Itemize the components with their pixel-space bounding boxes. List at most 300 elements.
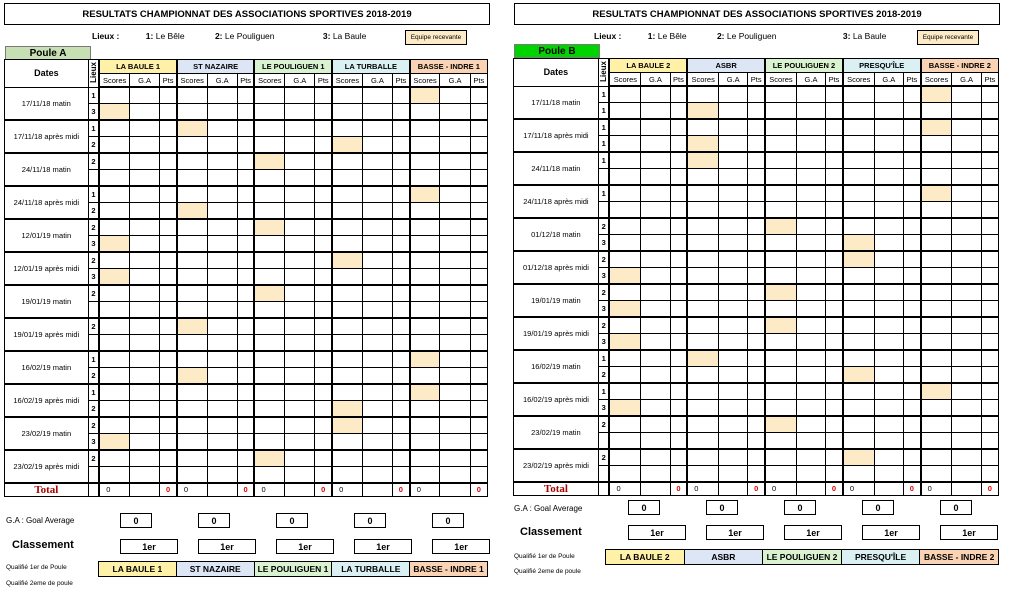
ga-cell[interactable]: [952, 168, 981, 185]
pts-cell[interactable]: [981, 168, 998, 185]
pts-cell[interactable]: [470, 186, 487, 203]
score-cell[interactable]: [687, 333, 718, 350]
pts-cell[interactable]: [903, 366, 920, 383]
pts-cell[interactable]: [393, 87, 410, 103]
pts-cell[interactable]: [160, 351, 177, 368]
ga-cell[interactable]: [129, 235, 159, 252]
score-cell[interactable]: [687, 383, 718, 400]
score-cell[interactable]: [410, 103, 440, 120]
pts-cell[interactable]: [670, 465, 687, 482]
ga-cell[interactable]: [207, 268, 237, 285]
score-cell[interactable]: [332, 417, 362, 434]
poule-a-tab[interactable]: [5, 46, 91, 60]
ga-cell[interactable]: [129, 450, 159, 467]
ga-cell[interactable]: [796, 317, 825, 334]
ga-cell[interactable]: [796, 185, 825, 202]
score-cell[interactable]: [410, 120, 440, 137]
ga-cell[interactable]: [641, 135, 670, 152]
pts-cell[interactable]: [670, 251, 687, 268]
ga-cell[interactable]: [641, 465, 670, 482]
pts-cell[interactable]: [903, 135, 920, 152]
score-cell[interactable]: [687, 135, 718, 152]
score-cell[interactable]: [609, 168, 640, 185]
pts-cell[interactable]: [981, 465, 998, 482]
pts-cell[interactable]: [670, 119, 687, 136]
ga-cell[interactable]: [362, 466, 392, 483]
ga-cell[interactable]: [719, 152, 748, 169]
pts-cell[interactable]: [903, 102, 920, 119]
pts-cell[interactable]: [237, 235, 254, 252]
score-cell[interactable]: [765, 383, 796, 400]
score-cell[interactable]: [843, 86, 874, 102]
pts-cell[interactable]: [237, 301, 254, 318]
pts-cell[interactable]: [315, 334, 332, 351]
score-cell[interactable]: [99, 103, 129, 120]
ga-cell[interactable]: [874, 218, 903, 235]
score-cell[interactable]: [609, 135, 640, 152]
ga-cell[interactable]: [641, 86, 670, 102]
pts-cell[interactable]: [748, 185, 765, 202]
score-cell[interactable]: [99, 466, 129, 483]
score-cell[interactable]: [609, 185, 640, 202]
ga-cell[interactable]: [129, 301, 159, 318]
score-cell[interactable]: [177, 301, 207, 318]
ga-cell[interactable]: [719, 366, 748, 383]
pts-cell[interactable]: [903, 234, 920, 251]
ga-cell[interactable]: [874, 383, 903, 400]
pts-cell[interactable]: [826, 432, 843, 449]
score-cell[interactable]: [254, 153, 284, 170]
pts-cell[interactable]: [315, 252, 332, 269]
score-cell[interactable]: [177, 450, 207, 467]
score-cell[interactable]: [609, 234, 640, 251]
ga-cell[interactable]: [207, 433, 237, 450]
ga-cell[interactable]: [440, 285, 470, 302]
ga-cell[interactable]: [874, 234, 903, 251]
score-cell[interactable]: [410, 301, 440, 318]
ga-cell[interactable]: [362, 202, 392, 219]
pts-cell[interactable]: [670, 234, 687, 251]
score-cell[interactable]: [687, 267, 718, 284]
score-cell[interactable]: [177, 417, 207, 434]
score-cell[interactable]: [254, 169, 284, 186]
pts-cell[interactable]: [160, 120, 177, 137]
pts-cell[interactable]: [237, 285, 254, 302]
ga-cell[interactable]: [362, 450, 392, 467]
score-cell[interactable]: [921, 218, 952, 235]
pts-cell[interactable]: [826, 152, 843, 169]
pts-cell[interactable]: [393, 334, 410, 351]
ga-cell[interactable]: [952, 152, 981, 169]
ga-cell[interactable]: [285, 466, 315, 483]
ga-cell[interactable]: [285, 103, 315, 120]
pts-cell[interactable]: [315, 120, 332, 137]
score-cell[interactable]: [410, 268, 440, 285]
pts-cell[interactable]: [670, 300, 687, 317]
score-cell[interactable]: [843, 333, 874, 350]
score-cell[interactable]: [177, 285, 207, 302]
ga-cell[interactable]: [285, 136, 315, 153]
pts-cell[interactable]: [470, 334, 487, 351]
pts-cell[interactable]: [160, 268, 177, 285]
pts-cell[interactable]: [237, 103, 254, 120]
score-cell[interactable]: [687, 168, 718, 185]
ga-cell[interactable]: [952, 366, 981, 383]
ga-cell[interactable]: [641, 201, 670, 218]
ga-cell[interactable]: [796, 333, 825, 350]
ga-cell[interactable]: [440, 235, 470, 252]
score-cell[interactable]: [177, 466, 207, 483]
pts-cell[interactable]: [315, 87, 332, 103]
pts-cell[interactable]: [160, 450, 177, 467]
pts-cell[interactable]: [315, 351, 332, 368]
pts-cell[interactable]: [826, 399, 843, 416]
score-cell[interactable]: [410, 252, 440, 269]
ga-cell[interactable]: [796, 168, 825, 185]
ga-cell[interactable]: [285, 153, 315, 170]
pts-cell[interactable]: [393, 136, 410, 153]
ga-cell[interactable]: [207, 384, 237, 401]
ga-cell[interactable]: [207, 103, 237, 120]
pts-cell[interactable]: [748, 135, 765, 152]
ga-cell[interactable]: [129, 87, 159, 103]
ga-cell[interactable]: [362, 367, 392, 384]
pts-cell[interactable]: [826, 201, 843, 218]
pts-cell[interactable]: [826, 218, 843, 235]
pts-cell[interactable]: [237, 417, 254, 434]
score-cell[interactable]: [687, 218, 718, 235]
score-cell[interactable]: [332, 202, 362, 219]
score-cell[interactable]: [765, 185, 796, 202]
score-cell[interactable]: [177, 400, 207, 417]
score-cell[interactable]: [254, 120, 284, 137]
ga-cell[interactable]: [796, 218, 825, 235]
ga-cell[interactable]: [874, 300, 903, 317]
ga-cell[interactable]: [440, 433, 470, 450]
pts-cell[interactable]: [393, 433, 410, 450]
score-cell[interactable]: [609, 251, 640, 268]
score-cell[interactable]: [254, 351, 284, 368]
ga-cell[interactable]: [362, 103, 392, 120]
ga-cell[interactable]: [207, 318, 237, 335]
score-cell[interactable]: [765, 465, 796, 482]
score-cell[interactable]: [99, 235, 129, 252]
ga-cell[interactable]: [129, 103, 159, 120]
score-cell[interactable]: [921, 449, 952, 466]
ga-cell[interactable]: [641, 168, 670, 185]
pts-cell[interactable]: [748, 234, 765, 251]
pts-cell[interactable]: [470, 103, 487, 120]
score-cell[interactable]: [332, 235, 362, 252]
ga-cell[interactable]: [362, 136, 392, 153]
ga-cell[interactable]: [719, 119, 748, 136]
pts-cell[interactable]: [470, 219, 487, 236]
pts-cell[interactable]: [748, 432, 765, 449]
score-cell[interactable]: [177, 252, 207, 269]
ga-cell[interactable]: [641, 267, 670, 284]
score-cell[interactable]: [765, 350, 796, 367]
pts-cell[interactable]: [315, 186, 332, 203]
score-cell[interactable]: [99, 186, 129, 203]
pts-cell[interactable]: [237, 334, 254, 351]
score-cell[interactable]: [921, 333, 952, 350]
ga-cell[interactable]: [952, 234, 981, 251]
pts-cell[interactable]: [393, 400, 410, 417]
ga-cell[interactable]: [207, 235, 237, 252]
score-cell[interactable]: [332, 136, 362, 153]
score-cell[interactable]: [177, 202, 207, 219]
ga-cell[interactable]: [952, 185, 981, 202]
ga-cell[interactable]: [362, 334, 392, 351]
pts-cell[interactable]: [903, 300, 920, 317]
pts-cell[interactable]: [393, 120, 410, 137]
pts-cell[interactable]: [237, 252, 254, 269]
pts-cell[interactable]: [903, 168, 920, 185]
score-cell[interactable]: [609, 366, 640, 383]
pts-cell[interactable]: [470, 169, 487, 186]
score-cell[interactable]: [843, 218, 874, 235]
pts-cell[interactable]: [470, 318, 487, 335]
ga-cell[interactable]: [362, 153, 392, 170]
ga-cell[interactable]: [207, 285, 237, 302]
score-cell[interactable]: [843, 168, 874, 185]
ga-cell[interactable]: [362, 417, 392, 434]
ga-cell[interactable]: [719, 168, 748, 185]
pts-cell[interactable]: [160, 334, 177, 351]
ga-cell[interactable]: [440, 466, 470, 483]
ga-cell[interactable]: [952, 317, 981, 334]
pts-cell[interactable]: [237, 466, 254, 483]
ga-cell[interactable]: [641, 317, 670, 334]
score-cell[interactable]: [99, 219, 129, 236]
score-cell[interactable]: [843, 185, 874, 202]
pts-cell[interactable]: [826, 350, 843, 367]
pts-cell[interactable]: [393, 103, 410, 120]
score-cell[interactable]: [332, 103, 362, 120]
pts-cell[interactable]: [826, 86, 843, 102]
pts-cell[interactable]: [470, 268, 487, 285]
score-cell[interactable]: [921, 251, 952, 268]
pts-cell[interactable]: [315, 202, 332, 219]
ga-cell[interactable]: [362, 301, 392, 318]
score-cell[interactable]: [609, 317, 640, 334]
score-cell[interactable]: [332, 120, 362, 137]
pts-cell[interactable]: [826, 185, 843, 202]
score-cell[interactable]: [765, 284, 796, 301]
score-cell[interactable]: [921, 234, 952, 251]
pts-cell[interactable]: [160, 136, 177, 153]
ga-cell[interactable]: [440, 334, 470, 351]
pts-cell[interactable]: [748, 449, 765, 466]
score-cell[interactable]: [254, 301, 284, 318]
score-cell[interactable]: [843, 350, 874, 367]
pts-cell[interactable]: [670, 267, 687, 284]
pts-cell[interactable]: [903, 333, 920, 350]
score-cell[interactable]: [843, 383, 874, 400]
score-cell[interactable]: [921, 168, 952, 185]
pts-cell[interactable]: [237, 318, 254, 335]
score-cell[interactable]: [609, 416, 640, 433]
ga-cell[interactable]: [874, 416, 903, 433]
pts-cell[interactable]: [315, 153, 332, 170]
ga-cell[interactable]: [129, 417, 159, 434]
ga-cell[interactable]: [874, 432, 903, 449]
ga-cell[interactable]: [719, 86, 748, 102]
ga-cell[interactable]: [796, 399, 825, 416]
ga-cell[interactable]: [285, 169, 315, 186]
score-cell[interactable]: [410, 219, 440, 236]
pts-cell[interactable]: [393, 186, 410, 203]
pts-cell[interactable]: [981, 449, 998, 466]
ga-cell[interactable]: [207, 202, 237, 219]
ga-cell[interactable]: [285, 450, 315, 467]
ga-cell[interactable]: [129, 433, 159, 450]
score-cell[interactable]: [177, 120, 207, 137]
pts-cell[interactable]: [903, 350, 920, 367]
pts-cell[interactable]: [981, 416, 998, 433]
pts-cell[interactable]: [826, 300, 843, 317]
ga-cell[interactable]: [874, 86, 903, 102]
ga-cell[interactable]: [874, 152, 903, 169]
ga-cell[interactable]: [129, 334, 159, 351]
pts-cell[interactable]: [470, 351, 487, 368]
score-cell[interactable]: [332, 87, 362, 103]
pts-cell[interactable]: [393, 450, 410, 467]
score-cell[interactable]: [609, 350, 640, 367]
pts-cell[interactable]: [470, 87, 487, 103]
score-cell[interactable]: [410, 186, 440, 203]
ga-cell[interactable]: [285, 400, 315, 417]
score-cell[interactable]: [332, 400, 362, 417]
pts-cell[interactable]: [393, 318, 410, 335]
ga-cell[interactable]: [641, 119, 670, 136]
pts-cell[interactable]: [315, 318, 332, 335]
pts-cell[interactable]: [160, 466, 177, 483]
score-cell[interactable]: [254, 103, 284, 120]
score-cell[interactable]: [99, 87, 129, 103]
pts-cell[interactable]: [315, 417, 332, 434]
score-cell[interactable]: [921, 399, 952, 416]
pts-cell[interactable]: [826, 416, 843, 433]
score-cell[interactable]: [765, 416, 796, 433]
pts-cell[interactable]: [670, 366, 687, 383]
ga-cell[interactable]: [641, 251, 670, 268]
pts-cell[interactable]: [470, 433, 487, 450]
score-cell[interactable]: [687, 119, 718, 136]
ga-cell[interactable]: [207, 252, 237, 269]
pts-cell[interactable]: [470, 417, 487, 434]
pts-cell[interactable]: [748, 218, 765, 235]
ga-cell[interactable]: [207, 301, 237, 318]
pts-cell[interactable]: [670, 350, 687, 367]
ga-cell[interactable]: [719, 399, 748, 416]
pts-cell[interactable]: [393, 153, 410, 170]
ga-cell[interactable]: [129, 153, 159, 170]
ga-cell[interactable]: [207, 351, 237, 368]
score-cell[interactable]: [410, 334, 440, 351]
pts-cell[interactable]: [470, 301, 487, 318]
pts-cell[interactable]: [315, 466, 332, 483]
ga-cell[interactable]: [952, 432, 981, 449]
pts-cell[interactable]: [670, 86, 687, 102]
score-cell[interactable]: [254, 417, 284, 434]
score-cell[interactable]: [609, 119, 640, 136]
score-cell[interactable]: [332, 186, 362, 203]
ga-cell[interactable]: [952, 251, 981, 268]
ga-cell[interactable]: [440, 202, 470, 219]
score-cell[interactable]: [332, 318, 362, 335]
score-cell[interactable]: [99, 367, 129, 384]
ga-cell[interactable]: [874, 267, 903, 284]
pts-cell[interactable]: [470, 400, 487, 417]
ga-cell[interactable]: [440, 367, 470, 384]
pts-cell[interactable]: [748, 284, 765, 301]
ga-cell[interactable]: [796, 350, 825, 367]
pts-cell[interactable]: [748, 251, 765, 268]
ga-cell[interactable]: [440, 301, 470, 318]
pts-cell[interactable]: [315, 136, 332, 153]
score-cell[interactable]: [177, 153, 207, 170]
pts-cell[interactable]: [748, 399, 765, 416]
score-cell[interactable]: [177, 318, 207, 335]
pts-cell[interactable]: [160, 285, 177, 302]
ga-cell[interactable]: [440, 136, 470, 153]
ga-cell[interactable]: [641, 218, 670, 235]
ga-cell[interactable]: [952, 284, 981, 301]
ga-cell[interactable]: [440, 120, 470, 137]
ga-cell[interactable]: [440, 87, 470, 103]
pts-cell[interactable]: [393, 351, 410, 368]
pts-cell[interactable]: [670, 218, 687, 235]
ga-cell[interactable]: [796, 267, 825, 284]
ga-cell[interactable]: [440, 318, 470, 335]
score-cell[interactable]: [254, 235, 284, 252]
score-cell[interactable]: [765, 135, 796, 152]
ga-cell[interactable]: [952, 135, 981, 152]
pts-cell[interactable]: [315, 235, 332, 252]
ga-cell[interactable]: [719, 218, 748, 235]
score-cell[interactable]: [332, 351, 362, 368]
pts-cell[interactable]: [315, 169, 332, 186]
score-cell[interactable]: [99, 153, 129, 170]
score-cell[interactable]: [410, 235, 440, 252]
score-cell[interactable]: [765, 432, 796, 449]
pts-cell[interactable]: [903, 201, 920, 218]
ga-cell[interactable]: [952, 399, 981, 416]
ga-cell[interactable]: [129, 318, 159, 335]
score-cell[interactable]: [410, 433, 440, 450]
pts-cell[interactable]: [903, 284, 920, 301]
ga-cell[interactable]: [362, 219, 392, 236]
score-cell[interactable]: [843, 432, 874, 449]
ga-cell[interactable]: [362, 351, 392, 368]
pts-cell[interactable]: [981, 399, 998, 416]
pts-cell[interactable]: [160, 417, 177, 434]
pts-cell[interactable]: [981, 185, 998, 202]
pts-cell[interactable]: [470, 153, 487, 170]
pts-cell[interactable]: [748, 383, 765, 400]
pts-cell[interactable]: [393, 384, 410, 401]
score-cell[interactable]: [921, 267, 952, 284]
ga-cell[interactable]: [719, 201, 748, 218]
score-cell[interactable]: [177, 103, 207, 120]
pts-cell[interactable]: [981, 152, 998, 169]
ga-cell[interactable]: [285, 285, 315, 302]
score-cell[interactable]: [843, 416, 874, 433]
score-cell[interactable]: [609, 284, 640, 301]
pts-cell[interactable]: [981, 317, 998, 334]
score-cell[interactable]: [254, 252, 284, 269]
